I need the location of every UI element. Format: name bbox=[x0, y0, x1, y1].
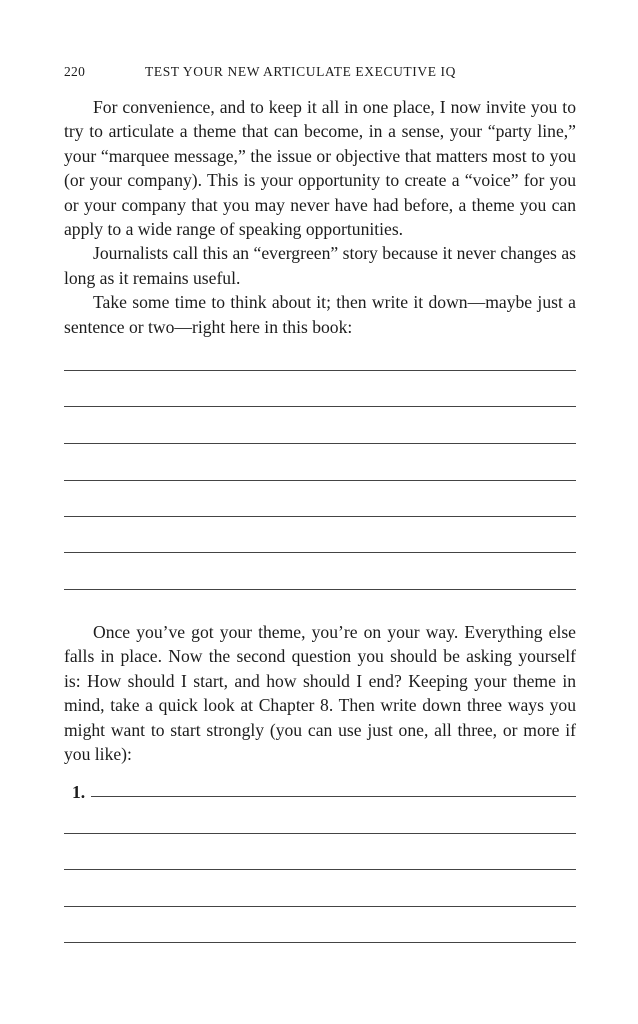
page-number: 220 bbox=[64, 64, 86, 79]
paragraph-start-and-end: Once you’ve got your theme, you’re on your way. Everything else falls in place. Now the second question you should be asking yourself is: How should I start, and how should I end? Keeping your theme in mind, take a quick look at Chapter 8. Then write down three ways you might want to start strongly (you can use just one, all three, or more if you like): bbox=[64, 622, 576, 765]
intro-text-block bbox=[64, 95, 576, 339]
theme-writing-line[interactable] bbox=[64, 406, 576, 407]
start-writing-line[interactable] bbox=[64, 906, 576, 907]
start-strongly-text-block bbox=[64, 620, 576, 766]
numbered-item-1 bbox=[64, 781, 576, 803]
theme-writing-line[interactable] bbox=[64, 370, 576, 371]
running-title: TEST YOUR NEW ARTICULATE EXECUTIVE IQ bbox=[145, 64, 456, 79]
paragraph-theme-invite: For convenience, and to keep it all in one place, I now invite you to try to articulate a theme that can become, in a sense, your “party line,” your “marquee message,” the issue or objective that matters most to you (or your company). This is your opportunity to create a “voice” for you or your company that you may never have had before, a theme you can apply to a wide range of speaking opportunities. bbox=[64, 97, 576, 240]
running-head bbox=[64, 62, 576, 82]
start-writing-line[interactable] bbox=[64, 869, 576, 870]
start-writing-line[interactable] bbox=[64, 833, 576, 834]
theme-writing-line[interactable] bbox=[64, 516, 576, 517]
theme-writing-line[interactable] bbox=[64, 589, 576, 590]
theme-writing-line[interactable] bbox=[64, 552, 576, 553]
list-number: 1. bbox=[72, 782, 86, 802]
numbered-writing-line[interactable] bbox=[91, 796, 576, 797]
paragraph-write-it-down: Take some time to think about it; then write it down—maybe just a sentence or two—right here in this book: bbox=[64, 292, 576, 337]
theme-writing-line[interactable] bbox=[64, 480, 576, 481]
paragraph-evergreen: Journalists call this an “evergreen” story because it never changes as long as it remains useful. bbox=[64, 243, 576, 288]
theme-writing-line[interactable] bbox=[64, 443, 576, 444]
start-writing-line[interactable] bbox=[64, 942, 576, 943]
